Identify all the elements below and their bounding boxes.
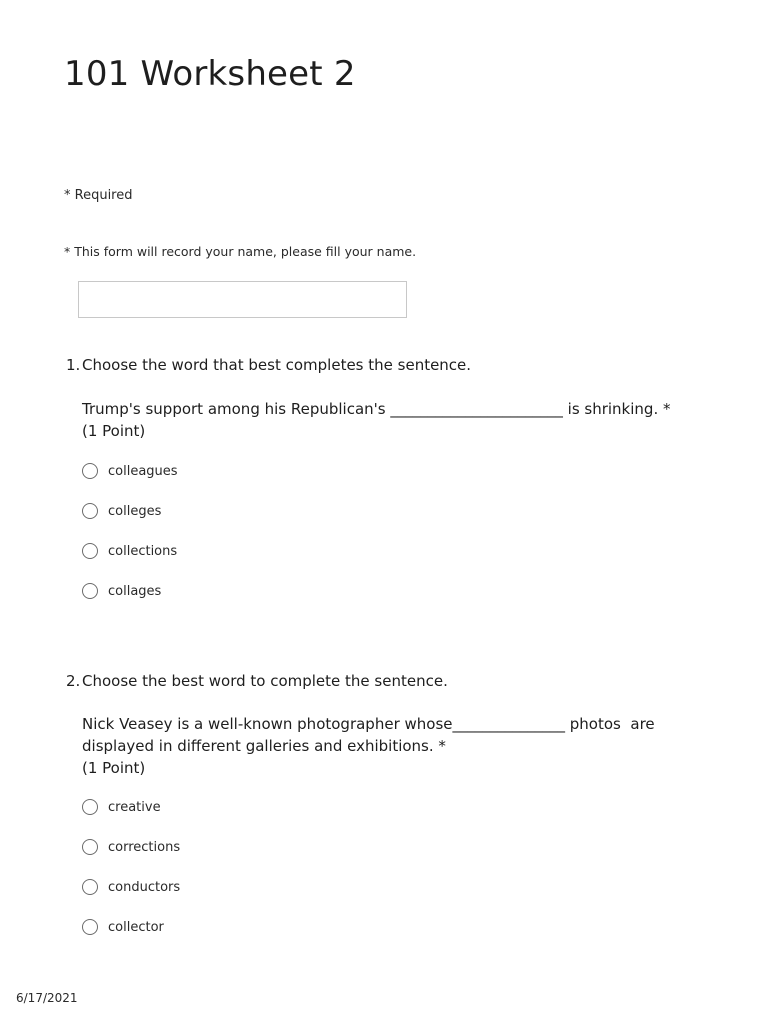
question-number: 2. <box>66 672 81 690</box>
option-collages[interactable] <box>82 581 161 601</box>
question-heading: Choose the best word to complete the sentence. <box>82 672 448 690</box>
question-prompt: Nick Veasey is a well-known photographer whose_______________ photos are displayed in different galleries and exhibitions. * (1 Point) <box>82 715 655 777</box>
radio-button[interactable] <box>82 503 98 519</box>
option-label: colleges <box>108 503 162 519</box>
option-label: colleagues <box>108 463 178 479</box>
option-corrections[interactable] <box>82 837 180 857</box>
required-note: * Required <box>64 188 133 203</box>
option-label: collections <box>108 543 178 559</box>
form-title: 101 Worksheet 2 <box>64 54 356 94</box>
question-number: 1. <box>66 356 81 374</box>
radio-button[interactable] <box>82 583 98 599</box>
question-prompt: Trump's support among his Republican's _______________________ is shrinking. * (1 Point) <box>82 400 671 440</box>
radio-button[interactable] <box>82 463 98 479</box>
radio-button[interactable] <box>82 543 98 559</box>
name-input[interactable] <box>78 281 407 318</box>
question-heading: Choose the word that best completes the sentence. <box>82 356 472 374</box>
option-conductors[interactable] <box>82 877 180 897</box>
option-label: creative <box>108 799 161 815</box>
radio-button[interactable] <box>82 799 98 815</box>
option-label: conductors <box>108 879 181 895</box>
option-label: collages <box>108 583 162 599</box>
option-collector[interactable] <box>82 917 164 937</box>
option-colleagues[interactable] <box>82 461 178 481</box>
radio-button[interactable] <box>82 839 98 855</box>
radio-button[interactable] <box>82 879 98 895</box>
option-colleges[interactable] <box>82 501 161 521</box>
radio-button[interactable] <box>82 919 98 935</box>
option-creative[interactable] <box>82 797 161 817</box>
record-name-note: * This form will record your name, please fill your name. <box>64 244 417 259</box>
option-collections[interactable] <box>82 541 177 561</box>
option-label: corrections <box>108 839 181 855</box>
print-date: 6/17/2021 <box>16 991 78 1005</box>
option-label: collector <box>108 919 164 935</box>
